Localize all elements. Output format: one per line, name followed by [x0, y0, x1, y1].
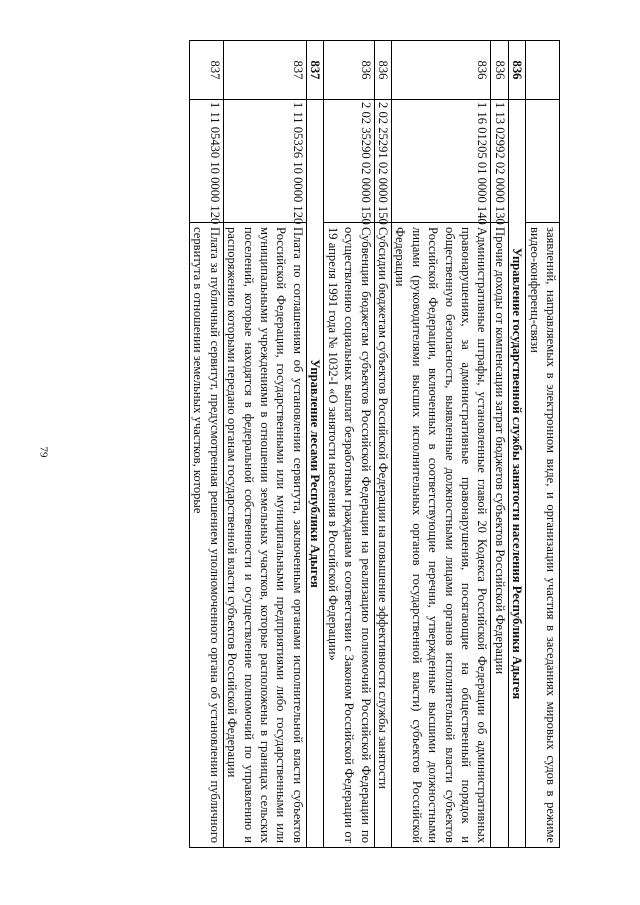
table-row — [526, 41, 560, 848]
admin-code-cell: 837 — [306, 41, 323, 100]
description-cell: Плата по соглашениям об установлении сервитута, заключенным органами исполнительной власти субъектов Российской Федерации, государственными или муниципальными предприятиями либо государственными или муниципальными учреждениями в отношении земельных участков, которые расположены в границах сельских поселений, которые находятся в федеральной собственности и осуществление полномочий по управлению и распоряжению которыми передано органам государственной власти субъектов Российской Федерации — [223, 223, 306, 848]
description-cell: Субсидии бюджетам субъектов Российской Федерации на повышение эффективности службы занятости — [374, 223, 391, 848]
admin-code-cell: 836 — [508, 41, 525, 100]
section-header-row — [508, 41, 525, 848]
admin-code-cell: 836 — [324, 41, 374, 100]
admin-code-cell — [526, 41, 560, 100]
description-cell: Субвенции бюджетам субъектов Российской Федерации на реализацию полномочий Российской Федерации по осуществлению социальных выплат безработным гражданам в соответствии с Законом Российской Федерации от 19 апреля 1991 года № 1032-I «О занятости населения в Российской Федерации» — [324, 223, 374, 848]
page-number: 79 — [37, 446, 50, 458]
table-row — [190, 41, 224, 848]
table-row — [391, 41, 490, 848]
budget-code-cell: 1 11 05326 10 0000 120 — [223, 100, 306, 223]
table-row — [324, 41, 374, 848]
table-row — [374, 41, 391, 848]
budget-code-cell: 2 02 35290 02 0000 150 — [324, 100, 374, 223]
table-row — [491, 41, 508, 848]
admin-code-cell: 836 — [491, 41, 508, 100]
admin-code-cell: 837 — [223, 41, 306, 100]
budget-code-cell: 2 02 25291 02 0000 150 — [374, 100, 391, 223]
budget-code-cell: 1 13 02992 02 0000 130 — [491, 100, 508, 223]
budget-code-cell — [526, 100, 560, 223]
description-cell: Прочие доходы от компенсации затрат бюджетов субъектов Российской Федерации — [491, 223, 508, 848]
admin-code-cell: 836 — [374, 41, 391, 100]
section-header-row — [306, 41, 323, 848]
budget-code-cell: 1 16 01205 01 0000 140 — [391, 100, 490, 223]
description-cell: Плата за публичный сервитут, предусмотренная решением уполномоченного органа об установлении публичного сервитута в отношении земельных участков, которые — [190, 223, 224, 848]
budget-code-cell: 1 11 05430 10 0000 120 — [190, 100, 224, 223]
section-title: Управление государственной службы занятости населения Республики Адыгея — [508, 100, 525, 848]
description-cell: заявлений, направляемых в электронном виде, и организации участия в заседаниях мировых судов в режиме видео-конференц-связи — [526, 223, 560, 848]
revenue-codes-table — [189, 40, 560, 848]
admin-code-cell: 837 — [190, 41, 224, 100]
admin-code-cell: 836 — [391, 41, 490, 100]
section-title: Управление лесами Республики Адыгея — [306, 100, 323, 848]
table-row — [223, 41, 306, 848]
description-cell: Административные штрафы, установленные главой 20 Кодекса Российской Федерации об административных правонарушениях, за административные правонарушения, посягающие на общественный порядок и общественную безопасность, выявленные должностными лицами органов исполнительной власти субъектов Российской Федерации, включенных в соответствующие перечни, утвержденные высшими должностными лицами (руководителями высших исполнительных органов государственной власти) субъектов Российской Федерации — [391, 223, 490, 848]
